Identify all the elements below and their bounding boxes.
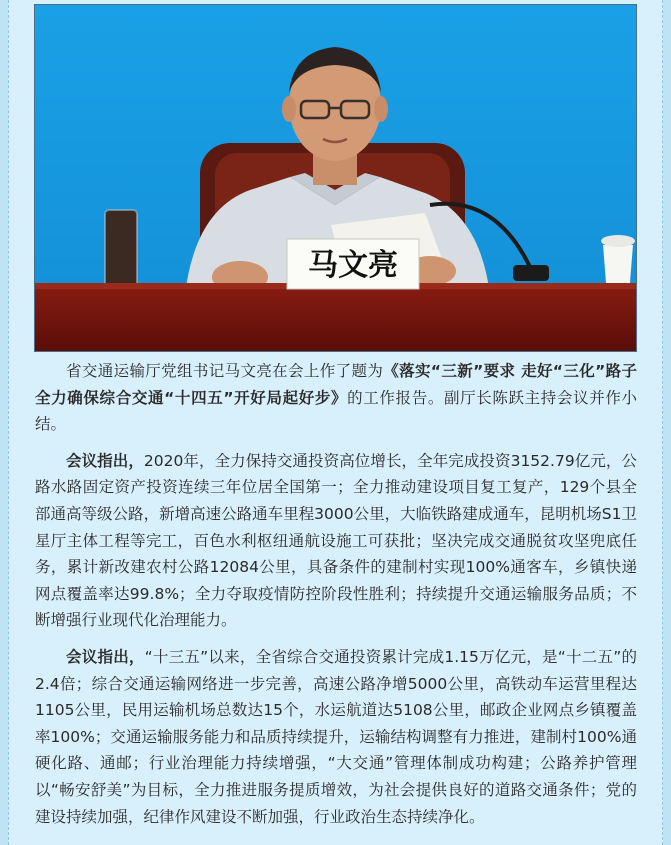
speaker-photo-illustration bbox=[35, 5, 636, 351]
paragraph-body: “十三五”以来，全省综合交通投资累计完成1.15万亿元，是“十二五”的2.4倍；综合交通运输网络进一步完善，高速公路净增5000公里，高铁动车运营里程达1105公里，民用运输机场总数达15个，水运航道达5108公里，邮政企业网点乡镇覆盖率100%；交通运输服务能力和品质持续提升，运输结构调整有力推进，建制村100%通硬化路、通邮；行业治理能力持续增强，“大交通”管理体制成功构建；公路养护管理以“畅安舒美”为目标，全力推进服务提质增效，为社会提供良好的道路交通条件；党的建设持续加强，纪律作风建设不断加强，行业政治生态持续净化。 bbox=[35, 647, 637, 826]
caption-post: 的工作报告。副厅长陈跃主持会议并作小结。 bbox=[35, 388, 637, 434]
paragraph-13th-five-year bbox=[35, 644, 637, 830]
article-body bbox=[35, 358, 637, 830]
nameplate-text: 马文亮 bbox=[308, 248, 398, 283]
paragraph-lead: 会议指出， bbox=[66, 451, 144, 470]
nameplate bbox=[287, 239, 419, 289]
paragraph-body: 2020年，全力保持交通投资高位增长，全年完成投资3152.79亿元，公路水路固定资产投资连续三年位居全国第一；全力推动建设项目复工复产，129个县全部通高等级公路，新增高速公路通车里程3000公里，大临铁路建成通车，昆明机场S1卫星厅主体工程等完工，百色水利枢纽通航设施工可获批；坚决完成交通脱贫攻坚兜底任务，累计新改建农村公路12084公里，具备条件的建制村实现100%通客车，乡镇快递网点覆盖率达99.8%；全力夺取疫情防控阶段性胜利；持续提升交通运输服务品质；不断增强行业现代化治理能力。 bbox=[35, 451, 637, 630]
caption-pre: 省交通运输厅党组书记马文亮在会上作了题为 bbox=[66, 362, 384, 380]
paragraph-lead: 会议指出， bbox=[66, 647, 145, 666]
photo-caption bbox=[35, 358, 637, 438]
report-title: 《落实“三新”要求 走好“三化”路子 全力确保综合交通“十四五”开好局起好步》 bbox=[35, 362, 637, 407]
paragraph-2020-summary bbox=[35, 448, 637, 634]
speaker-photo bbox=[34, 4, 637, 352]
